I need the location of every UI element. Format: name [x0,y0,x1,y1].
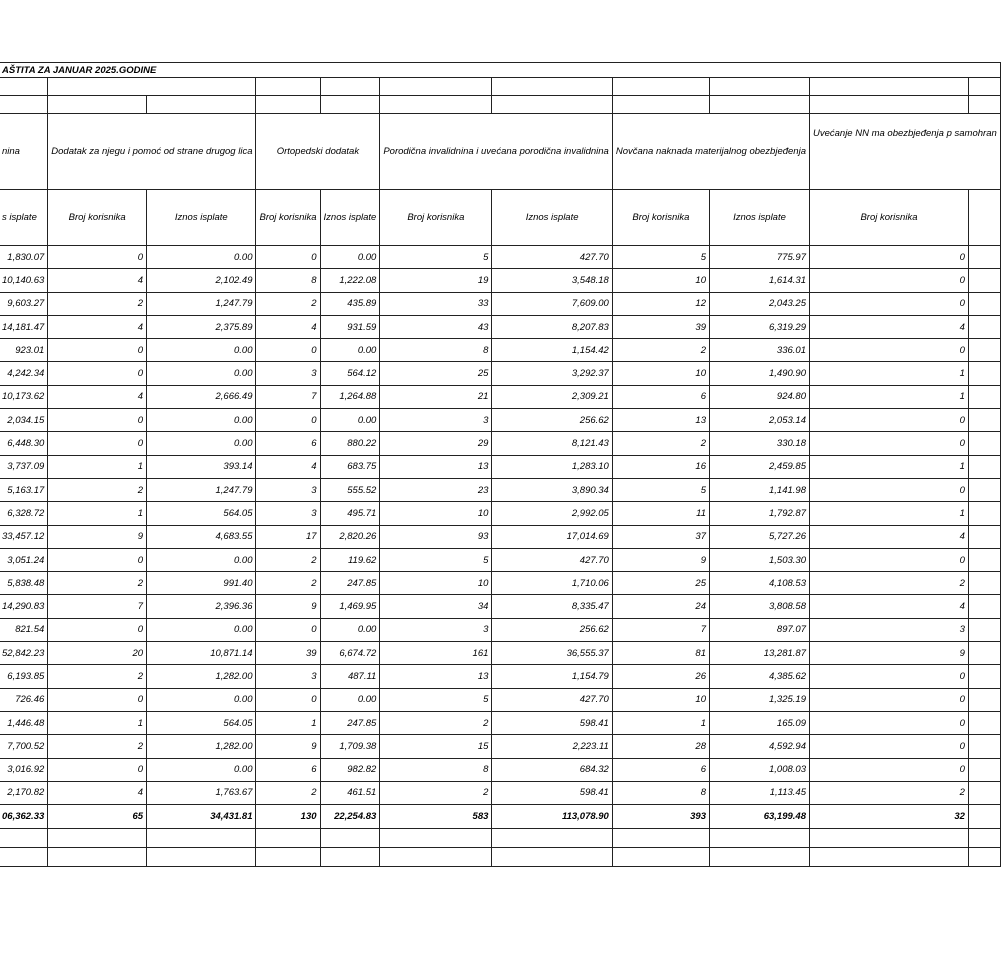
table-cell: 2,396.36 [147,595,256,618]
header-col0: nina [0,114,48,190]
table-cell: 1,614.31 [709,269,809,292]
table-cell: 2,666.49 [147,385,256,408]
table-cell: 6,193.85 [0,665,48,688]
table-cell: 0 [809,339,968,362]
table-cell: 564.05 [147,711,256,734]
subheader-iznos: Iznos isplate [147,190,256,246]
table-cell: 0.00 [147,758,256,781]
table-cell: 247.85 [320,711,380,734]
table-cell: 555.52 [320,478,380,501]
table-cell: 2,375.89 [147,315,256,338]
table-cell: 2 [256,781,320,804]
table-cell: 1,264.88 [320,385,380,408]
table-cell: 4,683.55 [147,525,256,548]
table-cell: 4 [48,385,147,408]
table-cell: 1,325.19 [709,688,809,711]
table-cell: 3 [256,502,320,525]
table-cell: 4 [48,269,147,292]
table-row [0,781,1000,804]
table-cell: 1 [809,385,968,408]
table-cell: 21 [380,385,492,408]
table-cell: 0.00 [320,618,380,641]
table-cell: 1,154.42 [492,339,612,362]
table-cell: 1 [809,455,968,478]
table-cell: 564.12 [320,362,380,385]
table-cell: 3 [380,409,492,432]
table-cell: 7 [612,618,709,641]
header-orthopedic-allowance: Ortopedski dodatak [256,114,380,190]
table-cell: 0 [48,339,147,362]
table-cell: 2 [809,572,968,595]
table-cell: 256.62 [492,618,612,641]
table-cell: 684.32 [492,758,612,781]
table-cell: 0 [48,618,147,641]
table-cell: 2 [48,292,147,315]
table-cell: 25 [612,572,709,595]
table-cell: 9 [256,595,320,618]
table-cell: 0 [809,735,968,758]
table-cell: 10 [612,688,709,711]
table-cell: 1,247.79 [147,292,256,315]
table-cell: 8 [380,758,492,781]
table-cell: 0.00 [320,409,380,432]
table-cell: 2 [48,572,147,595]
table-cell: 39 [256,642,320,665]
table-cell: 2 [48,665,147,688]
table-cell: 33 [380,292,492,315]
table-cell: 4 [809,525,968,548]
header-increase: Uvećanje NN ma obezbjeđenja p samohran [809,114,1000,190]
table-cell: 821.54 [0,618,48,641]
table-cell: 16 [612,455,709,478]
table-cell: 2 [48,478,147,501]
table-cell: 9 [256,735,320,758]
table-row [0,432,1000,455]
table-cell: 598.41 [492,781,612,804]
table-cell: 0.00 [147,548,256,571]
table-cell: 0 [48,409,147,432]
table-row [0,618,1000,641]
table-cell: 10,140.63 [0,269,48,292]
table-row [0,246,1000,269]
table-cell: 0 [809,758,968,781]
table-cell: 0 [256,688,320,711]
table-cell: 4 [48,315,147,338]
table-cell: 1 [48,711,147,734]
table-cell: 17,014.69 [492,525,612,548]
table-cell: 2,043.25 [709,292,809,315]
subheader-broj: Broj korisnika [256,190,320,246]
table-cell: 1,282.00 [147,735,256,758]
total-cell: 06,362.33 [0,805,48,829]
table-cell: 0 [809,688,968,711]
table-cell: 5,727.26 [709,525,809,548]
table-cell: 1 [48,455,147,478]
table-cell: 0 [809,432,968,455]
table-cell: 10 [380,572,492,595]
table-cell: 0 [256,246,320,269]
table-row [0,478,1000,501]
table-row [0,409,1000,432]
table-cell: 2 [380,781,492,804]
table-row [0,269,1000,292]
table-cell: 5 [380,688,492,711]
table-cell: 5 [612,246,709,269]
subheader-col0: s isplate [0,190,48,246]
table-cell: 7,700.52 [0,735,48,758]
table-cell: 897.07 [709,618,809,641]
table-cell: 0 [256,339,320,362]
table-row [0,502,1000,525]
table-cell: 0.00 [147,362,256,385]
table-cell: 28 [612,735,709,758]
table-cell: 3,292.37 [492,362,612,385]
table-cell: 1,222.08 [320,269,380,292]
table-cell: 0 [809,478,968,501]
table-cell: 1 [256,711,320,734]
table-cell: 1,282.00 [147,665,256,688]
table-cell: 3 [380,618,492,641]
header-care-allowance: Dodatak za njegu i pomoć od strane drugog lica [48,114,256,190]
table-cell: 0.00 [147,246,256,269]
table-cell: 2 [256,292,320,315]
table-cell: 6,448.30 [0,432,48,455]
table-cell: 6,328.72 [0,502,48,525]
table-cell: 2,992.05 [492,502,612,525]
table-cell: 3,548.18 [492,269,612,292]
table-cell: 2 [48,735,147,758]
table-cell: 4,108.53 [709,572,809,595]
table-cell: 7,609.00 [492,292,612,315]
table-cell: 1,283.10 [492,455,612,478]
subheader-iznos: Iznos isplate [320,190,380,246]
table-cell: 5 [380,548,492,571]
table-cell: 2,053.14 [709,409,809,432]
table-cell: 4,592.94 [709,735,809,758]
table-cell: 1,792.87 [709,502,809,525]
table-row [0,595,1000,618]
table-cell: 1,008.03 [709,758,809,781]
table-cell: 4 [256,455,320,478]
total-cell: 65 [48,805,147,829]
table-cell: 0 [809,269,968,292]
table-cell: 775.97 [709,246,809,269]
table-cell: 1,469.95 [320,595,380,618]
table-cell: 5,163.17 [0,478,48,501]
table-cell: 3 [256,362,320,385]
table-cell: 3,890.34 [492,478,612,501]
table-cell: 4 [48,781,147,804]
table-cell: 8,121.43 [492,432,612,455]
table-row [0,665,1000,688]
table-cell: 1 [612,711,709,734]
table-cell: 8 [256,269,320,292]
table-cell: 487.11 [320,665,380,688]
table-cell: 37 [612,525,709,548]
table-cell: 3,737.09 [0,455,48,478]
table-cell: 726.46 [0,688,48,711]
table-row [0,758,1000,781]
table-cell: 2,034.15 [0,409,48,432]
table-cell: 2 [256,572,320,595]
table-cell: 1,446.48 [0,711,48,734]
total-cell: 34,431.81 [147,805,256,829]
total-cell: 32 [809,805,968,829]
table-cell: 1,709.38 [320,735,380,758]
table-cell: 1 [809,502,968,525]
table-cell: 10,871.14 [147,642,256,665]
table-cell: 1,113.45 [709,781,809,804]
table-cell: 0 [809,711,968,734]
subheader-broj: Broj korisnika [380,190,492,246]
table-cell: 3,808.58 [709,595,809,618]
table-cell: 564.05 [147,502,256,525]
table-cell: 6 [612,385,709,408]
table-cell: 13 [380,665,492,688]
table-cell: 9,603.27 [0,292,48,315]
table-cell: 26 [612,665,709,688]
table-cell: 0 [256,409,320,432]
table-cell: 4 [809,595,968,618]
table-cell: 0.00 [320,246,380,269]
table-cell: 247.85 [320,572,380,595]
table-row [0,292,1000,315]
table-cell: 1,710.06 [492,572,612,595]
table-cell: 25 [380,362,492,385]
table-cell: 0 [48,362,147,385]
table-cell: 0 [48,688,147,711]
table-cell: 1 [48,502,147,525]
table-cell: 6 [256,432,320,455]
table-cell: 5 [380,246,492,269]
table-cell: 256.62 [492,409,612,432]
table-cell: 1,247.79 [147,478,256,501]
table-cell: 12 [612,292,709,315]
table-cell: 931.59 [320,315,380,338]
table-cell: 5,838.48 [0,572,48,595]
table-cell: 9 [48,525,147,548]
table-cell: 8 [380,339,492,362]
table-cell: 19 [380,269,492,292]
table-cell: 9 [612,548,709,571]
total-row [0,805,1000,829]
table-cell: 10 [612,269,709,292]
table-cell: 6 [612,758,709,781]
table-cell: 13,281.87 [709,642,809,665]
table-cell: 34 [380,595,492,618]
table-cell: 427.70 [492,246,612,269]
table-cell: 1,141.98 [709,478,809,501]
table-cell: 93 [380,525,492,548]
table-cell: 1,503.30 [709,548,809,571]
table-cell: 0 [48,548,147,571]
table-cell: 20 [48,642,147,665]
table-cell: 10 [380,502,492,525]
subheader-broj: Broj korisnika [612,190,709,246]
table-cell: 2,223.11 [492,735,612,758]
table-cell: 427.70 [492,548,612,571]
table-cell: 0 [809,665,968,688]
total-cell: 393 [612,805,709,829]
table-cell: 0 [48,246,147,269]
table-cell: 2 [612,339,709,362]
table-cell: 1,490.90 [709,362,809,385]
table-cell: 0 [48,758,147,781]
table-cell: 39 [612,315,709,338]
table-cell: 0.00 [147,688,256,711]
table-cell: 11 [612,502,709,525]
table-cell: 461.51 [320,781,380,804]
subheader-broj: Broj korisnika [48,190,147,246]
table-cell: 15 [380,735,492,758]
table-cell: 924.80 [709,385,809,408]
table-cell: 1,763.67 [147,781,256,804]
subheader-iznos: Iznos isplate [709,190,809,246]
table-cell: 2,820.26 [320,525,380,548]
table-cell: 1 [809,362,968,385]
table-cell: 2 [380,711,492,734]
table-cell: 6,319.29 [709,315,809,338]
table-row [0,339,1000,362]
table-cell: 43 [380,315,492,338]
table-row [0,455,1000,478]
table-cell: 2 [256,548,320,571]
table-cell: 1,830.07 [0,246,48,269]
table-cell: 81 [612,642,709,665]
table-cell: 3 [809,618,968,641]
table-cell: 7 [48,595,147,618]
table-row [0,362,1000,385]
table-row [0,688,1000,711]
benefits-table [0,62,1001,867]
table-cell: 923.01 [0,339,48,362]
table-cell: 13 [612,409,709,432]
table-cell: 8,207.83 [492,315,612,338]
table-cell: 0 [809,548,968,571]
table-cell: 0.00 [147,409,256,432]
table-cell: 683.75 [320,455,380,478]
table-cell: 14,290.83 [0,595,48,618]
table-cell: 14,181.47 [0,315,48,338]
table-cell: 0 [256,618,320,641]
table-cell: 0.00 [147,618,256,641]
table-cell: 336.01 [709,339,809,362]
table-cell: 3,016.92 [0,758,48,781]
table-cell: 23 [380,478,492,501]
table-cell: 0.00 [147,339,256,362]
table-cell: 2,170.82 [0,781,48,804]
table-cell: 3,051.24 [0,548,48,571]
table-cell: 4 [809,315,968,338]
table-cell: 24 [612,595,709,618]
total-cell: 130 [256,805,320,829]
table-cell: 0 [48,432,147,455]
table-cell: 435.89 [320,292,380,315]
total-cell: 63,199.48 [709,805,809,829]
table-cell: 1,154.79 [492,665,612,688]
subheader-iznos: Iznos isplate [492,190,612,246]
table-cell: 982.82 [320,758,380,781]
total-cell: 583 [380,805,492,829]
table-cell: 2,309.21 [492,385,612,408]
table-cell: 33,457.12 [0,525,48,548]
table-row [0,525,1000,548]
table-cell: 2 [612,432,709,455]
table-cell: 9 [809,642,968,665]
table-cell: 6,674.72 [320,642,380,665]
table-cell: 3 [256,478,320,501]
table-cell: 13 [380,455,492,478]
table-cell: 8 [612,781,709,804]
table-row [0,315,1000,338]
table-cell: 880.22 [320,432,380,455]
table-cell: 4,242.34 [0,362,48,385]
table-cell: 598.41 [492,711,612,734]
table-cell: 4,385.62 [709,665,809,688]
table-cell: 165.09 [709,711,809,734]
table-row [0,572,1000,595]
table-cell: 2,102.49 [147,269,256,292]
table-cell: 0 [809,292,968,315]
table-cell: 7 [256,385,320,408]
table-cell: 10,173.62 [0,385,48,408]
table-cell: 0.00 [320,688,380,711]
table-cell: 495.71 [320,502,380,525]
table-cell: 17 [256,525,320,548]
table-cell: 10 [612,362,709,385]
table-cell: 3 [256,665,320,688]
table-cell: 393.14 [147,455,256,478]
table-cell: 0.00 [147,432,256,455]
report-title: AŠTITA ZA JANUAR 2025.GODINE [0,63,1000,78]
table-cell: 427.70 [492,688,612,711]
table-cell: 36,555.37 [492,642,612,665]
table-cell: 330.18 [709,432,809,455]
table-cell: 991.40 [147,572,256,595]
table-cell: 6 [256,758,320,781]
total-cell: 113,078.90 [492,805,612,829]
table-cell: 2 [809,781,968,804]
table-cell: 119.62 [320,548,380,571]
table-cell: 161 [380,642,492,665]
table-row [0,548,1000,571]
table-cell: 0.00 [320,339,380,362]
table-cell: 8,335.47 [492,595,612,618]
table-cell: 2,459.85 [709,455,809,478]
table-row [0,385,1000,408]
table-row [0,711,1000,734]
table-cell: 52,842.23 [0,642,48,665]
table-cell: 4 [256,315,320,338]
table-cell: 0 [809,409,968,432]
table-cell: 5 [612,478,709,501]
table-cell: 0 [809,246,968,269]
table-row [0,642,1000,665]
table-row [0,735,1000,758]
subheader-broj: Broj korisnika [809,190,968,246]
header-material-security: Novčana naknada materijalnog obezbjeđenja [612,114,809,190]
total-cell: 22,254.83 [320,805,380,829]
header-family-disability: Porodična invalidnina i uvećana porodična invalidnina [380,114,613,190]
table-cell: 29 [380,432,492,455]
